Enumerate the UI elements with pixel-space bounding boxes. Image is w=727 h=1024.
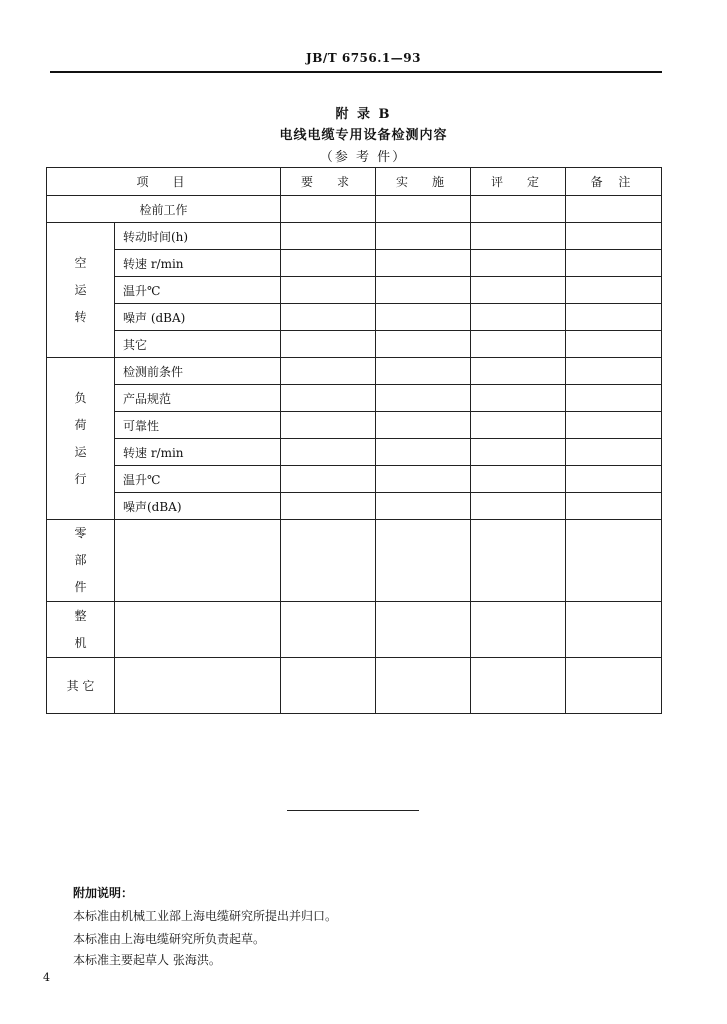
row-label: 产品规范 [115, 385, 281, 412]
table-row [47, 658, 662, 714]
row-label: 其它 [115, 331, 281, 358]
table-row [47, 358, 662, 385]
row-label: 可靠性 [115, 412, 281, 439]
table-row [47, 412, 662, 439]
standard-number: JB/T 6756.1—93 [306, 51, 421, 65]
group-label-parts: 零 部 件 [47, 520, 115, 602]
document-title: 电线电缆专用设备检测内容 [279, 128, 448, 143]
appendix-label: 附 录 B [335, 107, 392, 122]
note-line: 本标准由机械工业部上海电缆研究所提出并归口。 [73, 909, 338, 923]
group-label-other: 其 它 [47, 658, 115, 714]
note-line: 本标准主要起草人 张海洪。 [73, 953, 221, 967]
group-label-no-load: 空 运 转 [47, 223, 115, 358]
row-label: 转速 r/min [115, 439, 281, 466]
column-header-requirement: 要 求 [281, 168, 376, 196]
row-label: 温升℃ [115, 466, 281, 493]
table-row [47, 520, 662, 602]
inspection-table [46, 167, 662, 714]
row-label: 转速 r/min [115, 250, 281, 277]
document-reference-note: （参 考 件） [319, 150, 408, 165]
row-label: 温升℃ [115, 277, 281, 304]
row-label-pre-inspection: 检前工作 [47, 196, 281, 223]
row-label: 噪声(dBA) [115, 493, 281, 520]
row-label: 转动时间(h) [115, 223, 281, 250]
group-label-whole-machine: 整 机 [47, 602, 115, 658]
column-header-remarks: 备 注 [566, 168, 662, 196]
table-row [47, 385, 662, 412]
table-row [47, 331, 662, 358]
table-row [47, 466, 662, 493]
table-row [47, 304, 662, 331]
end-rule [287, 810, 419, 811]
row-label: 检测前条件 [115, 358, 281, 385]
table-row [47, 250, 662, 277]
row-label: 噪声 (dBA) [115, 304, 281, 331]
header-rule [50, 71, 662, 73]
table-row [47, 439, 662, 466]
column-header-implementation: 实 施 [376, 168, 471, 196]
table-row [47, 223, 662, 250]
table-row [47, 602, 662, 658]
note-line: 本标准由上海电缆研究所负责起草。 [73, 932, 266, 946]
column-header-evaluation: 评 定 [471, 168, 566, 196]
table-header-row [47, 168, 662, 196]
page-number: 4 [43, 971, 50, 984]
group-label-load: 负 荷 运 行 [47, 358, 115, 520]
table-row [47, 196, 662, 223]
column-header-item: 项 目 [47, 168, 281, 196]
table-row [47, 493, 662, 520]
table-row [47, 277, 662, 304]
notes-title: 附加说明： [73, 886, 134, 900]
